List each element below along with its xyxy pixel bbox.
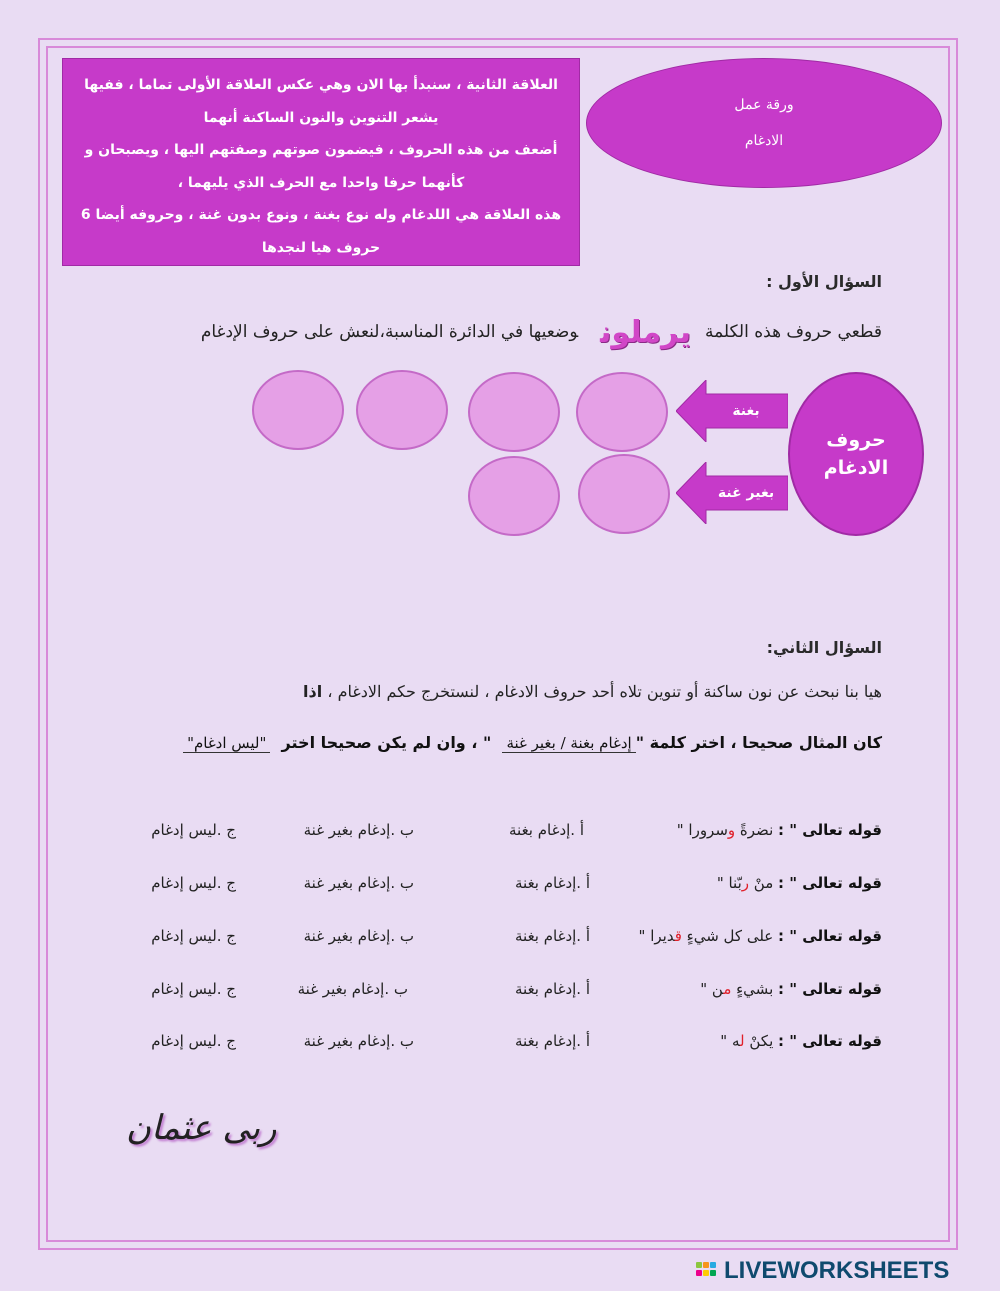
worksheet-title <box>586 58 942 188</box>
answer-circle-bighunna-1[interactable] <box>576 372 668 452</box>
verse-part: على كل شيءٍ <box>681 927 779 945</box>
option-c[interactable]: ج .ليس إدغام <box>151 821 236 839</box>
verse-part: يكنْ <box>744 1032 779 1050</box>
intro-line: كأنهما حرفا واحدا مع الحرف الذي يليهما ، <box>177 174 465 191</box>
option-b[interactable]: ب .إدغام بغير غنة <box>303 1032 414 1050</box>
idgham-letters-circle <box>788 372 924 536</box>
verse-prefix: قوله تعالى " : <box>778 980 882 998</box>
verse-part: ن " <box>700 980 724 998</box>
intro-text-box <box>62 58 580 266</box>
q2-line2-a: كان المثال صحيحا ، اختر كلمة " <box>635 733 882 752</box>
logo-text: LIVEWORKSHEETS <box>724 1257 950 1284</box>
highlight-letter: ق <box>674 927 682 945</box>
option-b[interactable]: ب .إدغام بغير غنة <box>297 980 408 998</box>
question-item <box>122 821 882 849</box>
option-b[interactable]: ب .إدغام بغير غنة <box>303 821 414 839</box>
choice-hint-2: "ليس ادغام" <box>183 734 270 753</box>
intro-line: أضعف من هذه الحروف ، فيضمون صوتهم وصفتهم اليها ، ويصبحان و <box>84 142 558 158</box>
title-line2: الادغام <box>744 133 784 149</box>
verse-part: سرورا " <box>676 821 728 839</box>
option-c[interactable]: ج .ليس إدغام <box>151 980 236 998</box>
verse-part: بّنا " <box>716 874 742 892</box>
verse-text <box>677 821 882 839</box>
question-item <box>122 980 882 1008</box>
answer-circle-bighunna-2[interactable] <box>468 372 560 452</box>
question-item <box>122 874 882 902</box>
q2-line2-b: " ، وان لم يكن صحيحا اختر <box>281 733 492 752</box>
verse-text <box>720 1032 882 1050</box>
arrow-label-ghunna: بغنة <box>732 403 760 419</box>
verse-part: ه " <box>720 1032 741 1050</box>
option-b[interactable]: ب .إدغام بغير غنة <box>303 927 414 945</box>
option-a[interactable]: أ .إدغام بغنة <box>515 927 590 945</box>
option-c[interactable]: ج .ليس إدغام <box>151 927 236 945</box>
answer-circle-noghunna-1[interactable] <box>578 454 670 534</box>
q2-line1-text: هيا بنا نبحث عن نون ساكنة أو تنوين تلاه أحد حروف الادغام ، لنستخرج حكم الادغام ، <box>322 682 882 701</box>
arrow-with-ghunna <box>676 380 788 442</box>
verse-prefix: قوله تعالى " : <box>778 927 882 945</box>
intro-line: حروف هيا لنجدها <box>261 239 381 256</box>
answer-circle-bighunna-4[interactable] <box>252 370 344 450</box>
answer-circle-bighunna-3[interactable] <box>356 370 448 450</box>
center-label-line2: الادغام <box>823 457 889 479</box>
liveworksheets-logo <box>696 1258 949 1284</box>
option-c[interactable]: ج .ليس إدغام <box>151 874 236 892</box>
question-item <box>122 927 882 955</box>
option-a[interactable]: أ .إدغام بغنة <box>515 1032 590 1050</box>
highlight-letter: ل <box>740 1032 745 1050</box>
target-word: يرملون <box>600 315 691 350</box>
verse-part: ديرا " <box>638 927 675 945</box>
question2-heading: السؤال الثاني: <box>766 638 882 657</box>
intro-line: العلاقة الثانية ، سنبدأ بها الان وهي عكس العلاقة الأولى تماما ، ففيها <box>84 77 558 93</box>
verse-part: نضرةً <box>735 821 779 839</box>
author-signature: ربى عثمان <box>126 1108 277 1148</box>
highlight-letter: و <box>727 821 736 839</box>
verse-part: منْ <box>749 874 779 892</box>
arrow-label-no-ghunna: بغير غنة <box>717 485 775 501</box>
intro-line: يشعر التنوين والنون الساكنة أنهما <box>203 109 439 126</box>
verse-prefix: قوله تعالى " : <box>778 821 882 839</box>
center-label-line1: حروف <box>826 429 886 451</box>
verse-prefix: قوله تعالى " : <box>778 1032 882 1050</box>
intro-line: هذه العلاقة هي اللدغام وله نوع بغنة ، ونوع بدون غنة ، وحروفه أيضا 6 <box>80 207 562 223</box>
verse-prefix: قوله تعالى " : <box>778 874 882 892</box>
title-line1: ورقة عمل <box>734 97 794 113</box>
answer-circle-noghunna-2[interactable] <box>468 456 560 536</box>
verse-part: بشيءٍ <box>731 980 779 998</box>
instruction-part-a: قطعي حروف هذه الكلمة <box>704 322 882 342</box>
option-b[interactable]: ب .إدغام بغير غنة <box>303 874 414 892</box>
instruction-part-b: وضعيها في الدائرة المناسبة،لنعش على حروف الإدغام <box>200 322 579 342</box>
choice-hint-1: إدغام بغنة / بغير غنة <box>502 734 635 753</box>
question-item <box>122 1032 882 1060</box>
question1-instruction <box>201 315 882 350</box>
arrow-without-ghunna <box>676 462 788 524</box>
verse-text <box>700 980 882 998</box>
option-a[interactable]: أ .إدغام بغنة <box>509 821 584 839</box>
q2-line1-bold: اذا <box>303 682 323 701</box>
highlight-letter: م <box>723 980 732 998</box>
verse-text <box>717 874 882 892</box>
liveworksheets-logo-icon <box>696 1260 722 1282</box>
question2-instruction-line2 <box>183 733 882 752</box>
option-c[interactable]: ج .ليس إدغام <box>151 1032 236 1050</box>
highlight-letter: ر <box>741 874 750 892</box>
option-a[interactable]: أ .إدغام بغنة <box>515 874 590 892</box>
option-a[interactable]: أ .إدغام بغنة <box>515 980 590 998</box>
verse-text <box>639 927 882 945</box>
question2-instruction-line1 <box>303 682 882 701</box>
question1-heading: السؤال الأول : <box>766 272 882 291</box>
